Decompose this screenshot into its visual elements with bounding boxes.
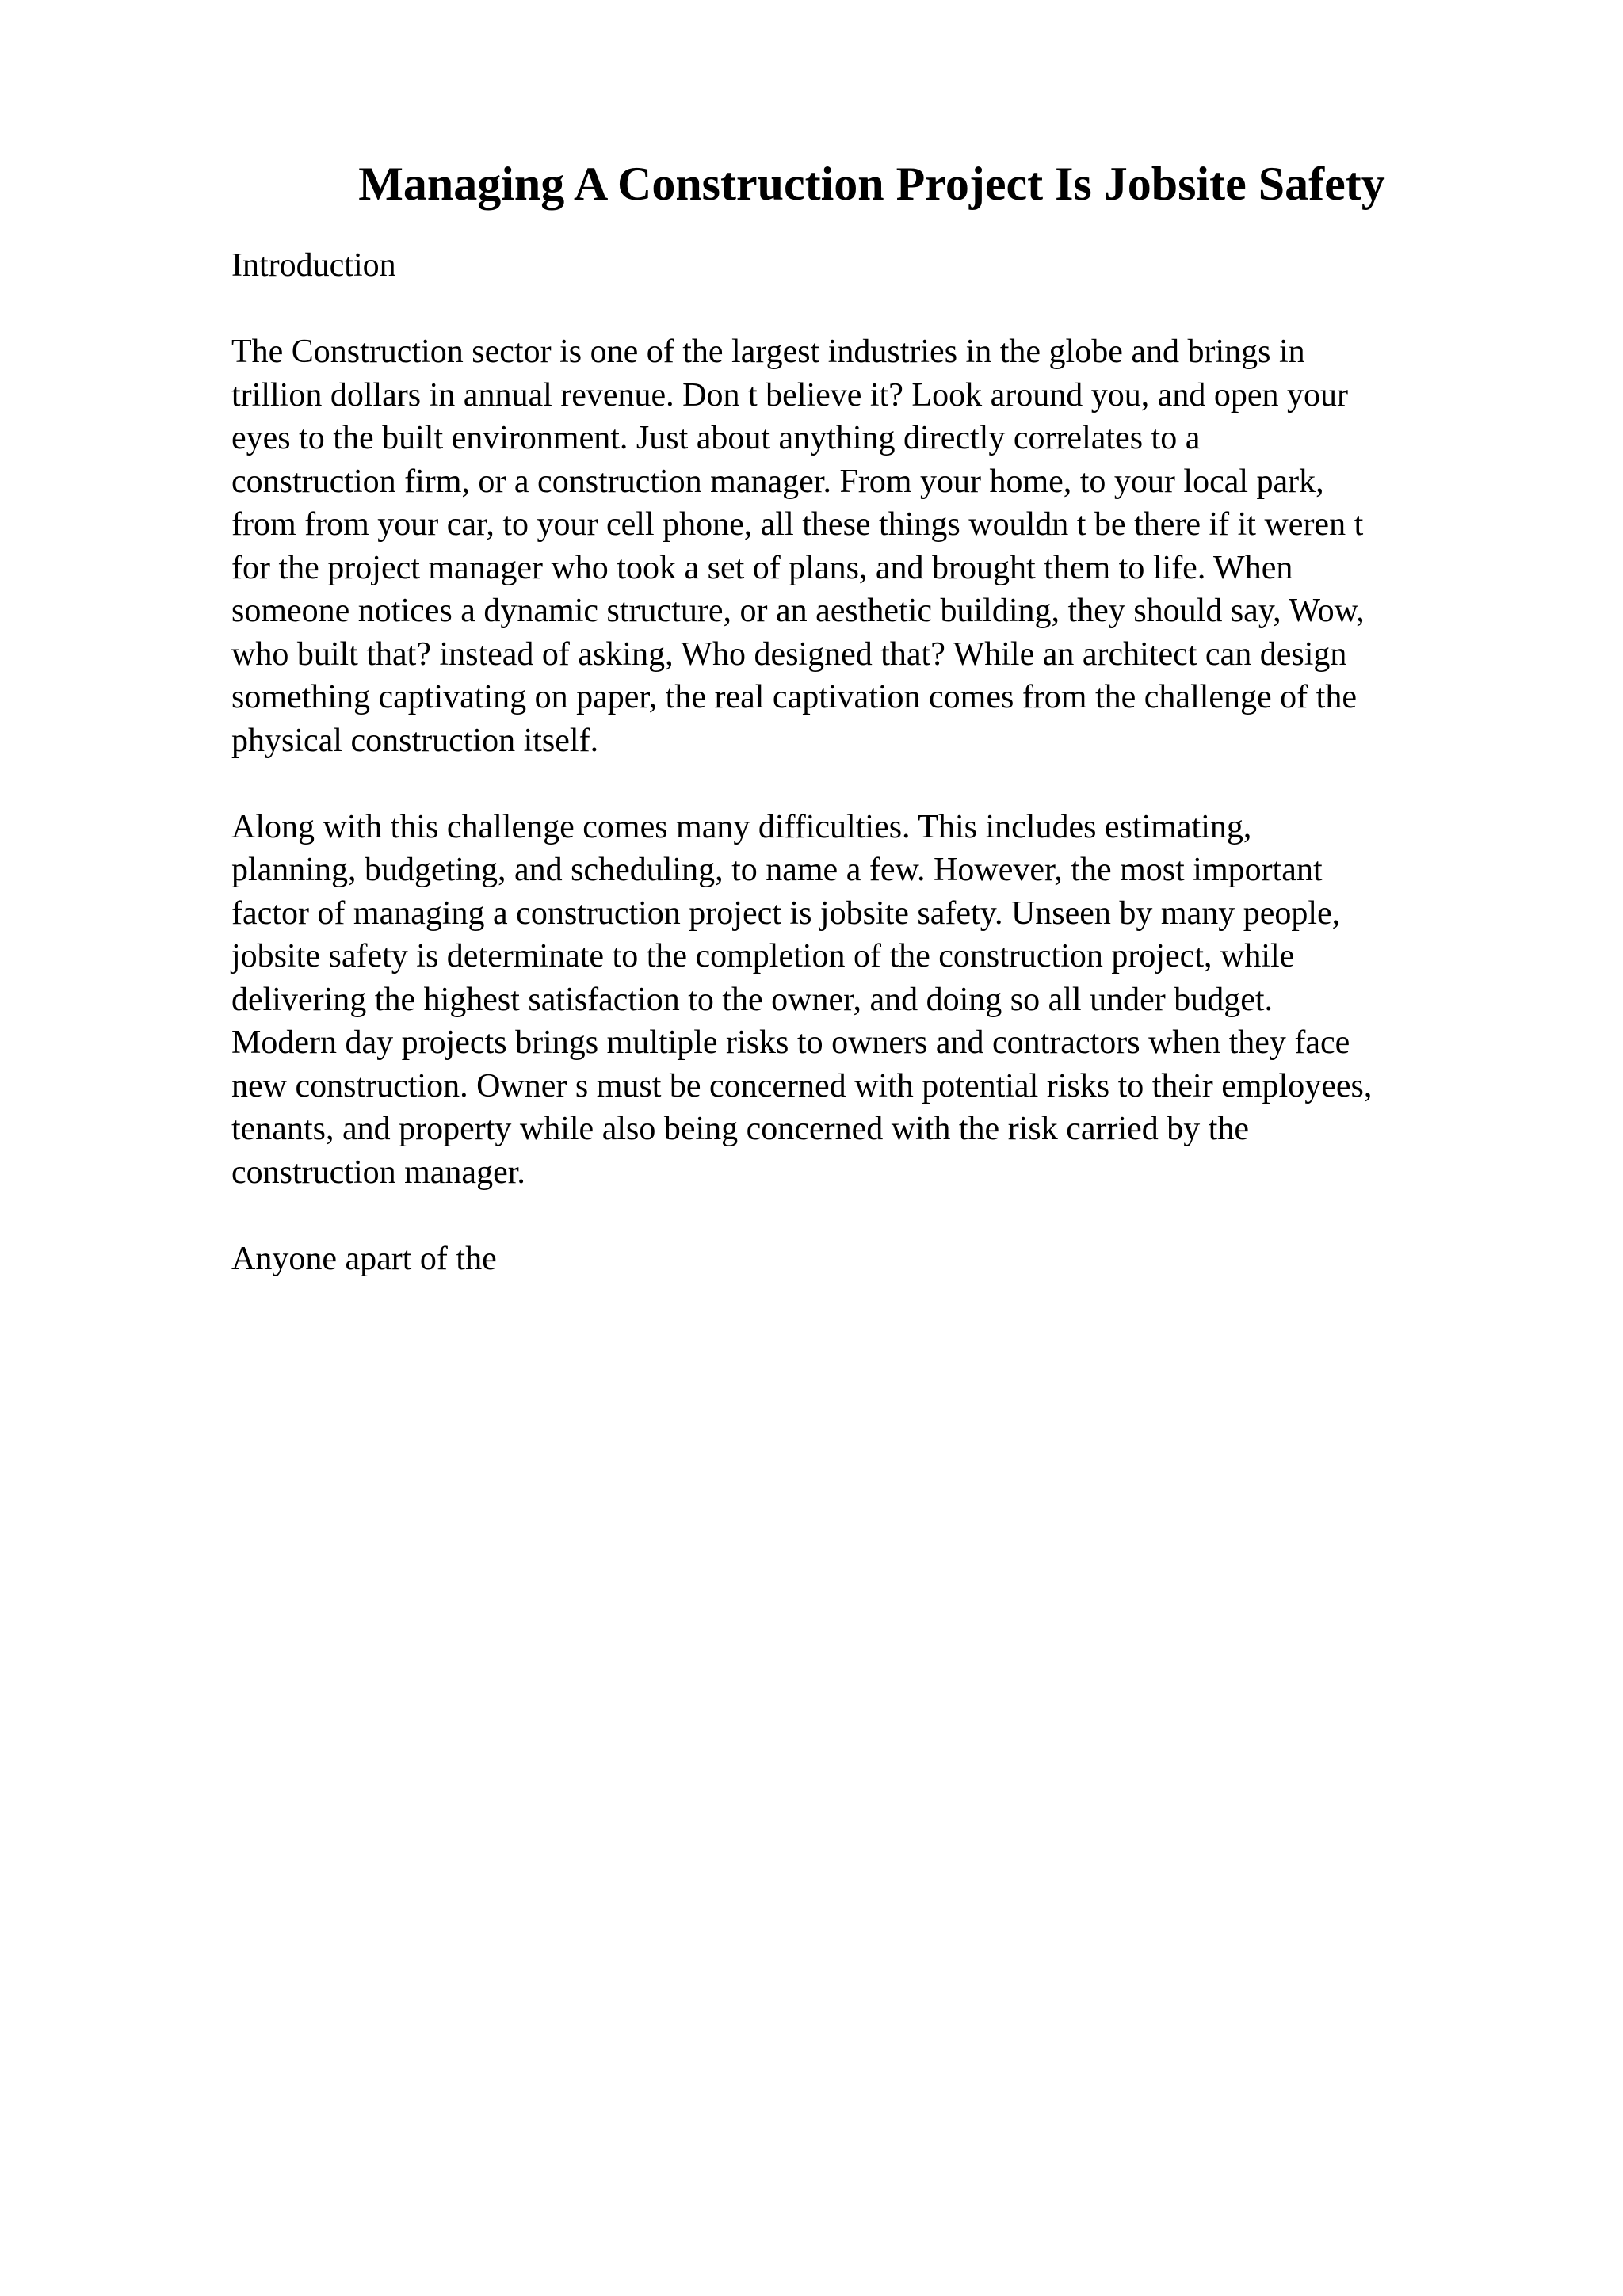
text-line: Along with this challenge comes many difficulties. This includes estimating,	[231, 808, 1252, 845]
text-line: who built that? instead of asking, Who designed that? While an architect can design	[231, 635, 1347, 673]
paragraph-spacer	[231, 1194, 1579, 1238]
text-line: tenants, and property while also being concerned with the risk carried by the	[231, 1111, 1250, 1147]
text-line: delivering the highest satisfaction to the owner, and doing so all under budget.	[231, 981, 1274, 1018]
document-title: Managing A Construction Project Is Jobsite Safety	[358, 158, 1385, 210]
text-line: jobsite safety is determinate to the completion of the construction project, while	[231, 938, 1295, 974]
text-line: The Construction sector is one of the largest industries in the globe and brings in	[231, 334, 1305, 370]
text-line: something captivating on paper, the real captivation comes from the challenge of the	[231, 679, 1357, 715]
paragraph-spacer	[231, 288, 1579, 331]
text-line: Anyone apart of the	[231, 1240, 497, 1277]
text-line: from from your car, to your cell phone, all these things wouldn t be there if it weren t	[231, 506, 1364, 543]
text-line: Modern day projects brings multiple risks to owners and contractors when they face	[231, 1024, 1350, 1061]
text-line: construction manager.	[231, 1154, 525, 1191]
section-heading: Introduction	[231, 247, 396, 284]
paragraph-2	[231, 806, 1579, 1195]
text-line: construction firm, or a construction manager. From your home, to your local park,	[231, 463, 1324, 500]
text-line: trillion dollars in annual revenue. Don t believe it? Look around you, and open your	[231, 376, 1348, 414]
text-line: eyes to the built environment. Just about anything directly correlates to a	[231, 420, 1201, 456]
text-line: someone notices a dynamic structure, or an aesthetic building, they should say, Wow,	[231, 593, 1365, 629]
text-line: physical construction itself.	[231, 722, 599, 759]
paragraph-spacer	[231, 762, 1579, 806]
text-line: new construction. Owner s must be concerned with potential risks to their employees,	[231, 1067, 1373, 1104]
text-line: planning, budgeting, and scheduling, to name a few. However, the most important	[231, 852, 1323, 888]
text-line: factor of managing a construction project is jobsite safety. Unseen by many people,	[231, 894, 1341, 932]
text-line: for the project manager who took a set of plans, and brought them to life. When	[231, 549, 1293, 586]
document-body	[231, 244, 1579, 1280]
paragraph-1	[231, 330, 1579, 762]
paragraph-3	[231, 1238, 1579, 1281]
